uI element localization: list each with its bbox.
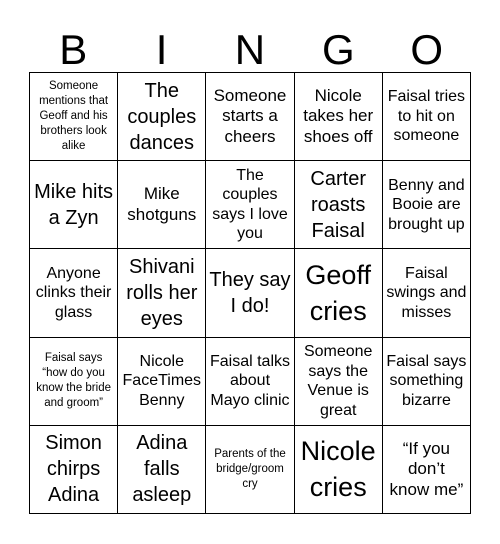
header-letter-o: O — [410, 26, 444, 73]
bingo-cell[interactable] — [30, 249, 118, 337]
cell-text: Mike shotguns — [127, 184, 197, 224]
cell-text: They say I do! — [209, 268, 291, 317]
bingo-cell[interactable] — [295, 73, 383, 161]
bingo-cell[interactable] — [30, 338, 118, 426]
bingo-cell[interactable] — [295, 426, 383, 514]
cell-text: The couples says I love you — [212, 166, 288, 243]
bingo-cell[interactable] — [206, 161, 294, 249]
cell-text: “If you don’t know me” — [389, 438, 464, 499]
cell-text: Geoff cries — [305, 259, 371, 326]
cell-text: Adina falls asleep — [132, 432, 192, 507]
cell-text: Someone starts a cheers — [213, 85, 287, 146]
header-letter-g: G — [322, 26, 355, 73]
bingo-cell[interactable] — [118, 73, 206, 161]
cell-text: Faisal talks about Mayo clinic — [209, 352, 290, 409]
bingo-cell[interactable] — [383, 426, 471, 514]
cell-text: Someone says the Venue is great — [303, 343, 373, 419]
bingo-cell[interactable] — [30, 73, 118, 161]
cell-text: Nicole FaceTimes Benny — [122, 352, 202, 409]
bingo-cell[interactable] — [30, 161, 118, 249]
bingo-cell[interactable] — [295, 161, 383, 249]
bingo-cell[interactable] — [206, 338, 294, 426]
cell-text: Benny and Booie are brought up — [388, 176, 465, 233]
bingo-cell[interactable] — [118, 249, 206, 337]
bingo-cell[interactable] — [206, 73, 294, 161]
cell-text: Faisal says “how do you know the bride and groom” — [36, 352, 111, 410]
bingo-cell[interactable] — [206, 249, 294, 337]
cell-text: The couples dances — [127, 79, 197, 154]
bingo-cell[interactable] — [383, 249, 471, 337]
bingo-cell[interactable] — [118, 338, 206, 426]
cell-text: Faisal tries to hit on someone — [387, 88, 466, 145]
cell-text: Simon chirps Adina — [45, 432, 102, 507]
cell-text: Parents of the bridge/groom cry — [214, 447, 286, 490]
bingo-cell[interactable] — [295, 338, 383, 426]
cell-text: Someone mentions that Geoff and his brothers look alike — [39, 80, 109, 153]
bingo-cell[interactable] — [383, 161, 471, 249]
header-letter-b: B — [59, 26, 88, 73]
bingo-cell[interactable] — [118, 426, 206, 514]
bingo-header — [29, 28, 471, 72]
header-letter-n: N — [234, 26, 266, 73]
cell-text: Faisal swings and misses — [386, 264, 467, 321]
header-letter-i: I — [155, 26, 168, 73]
bingo-cell[interactable] — [383, 73, 471, 161]
cell-text: Anyone clinks their glass — [35, 264, 112, 321]
bingo-cell[interactable] — [30, 426, 118, 514]
cell-text: Nicole cries — [300, 436, 376, 503]
bingo-cell[interactable] — [383, 338, 471, 426]
cell-text: Carter roasts Faisal — [310, 167, 366, 242]
bingo-cell[interactable] — [118, 161, 206, 249]
bingo-cell[interactable] — [295, 249, 383, 337]
cell-text: Nicole takes her shoes off — [303, 85, 374, 146]
bingo-board — [29, 72, 471, 514]
cell-text: Mike hits a Zyn — [34, 180, 114, 229]
cell-text: Faisal says something bizarre — [386, 352, 467, 409]
cell-text: Shivani rolls her eyes — [126, 255, 198, 330]
bingo-cell[interactable] — [206, 426, 294, 514]
